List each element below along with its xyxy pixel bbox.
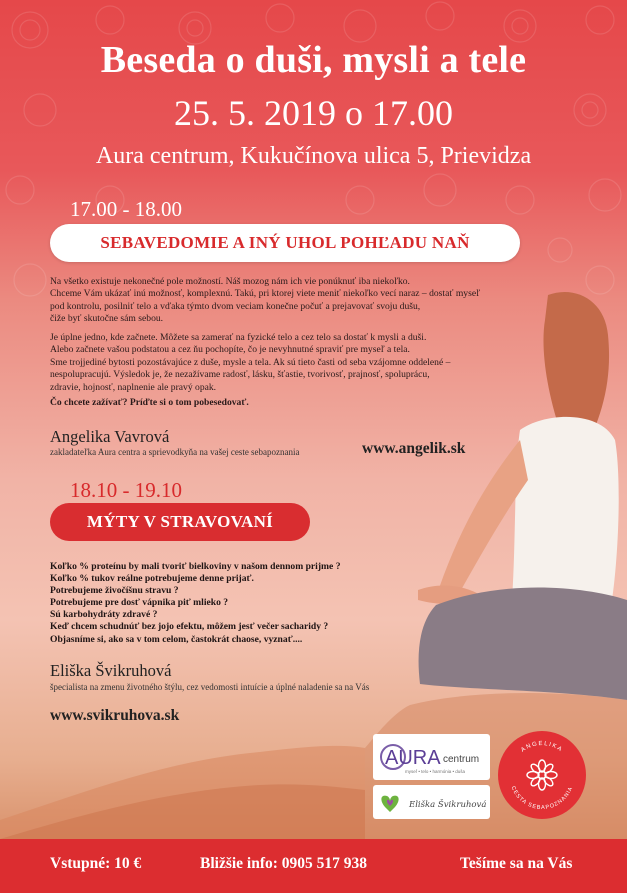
- contact-info: Bližšie info: 0905 517 938: [200, 855, 368, 872]
- question-line: Potrebujeme živočíšnu stravu ?: [50, 585, 179, 597]
- session1-speaker-role: zakladateľka Aura centra a sprievodkyňa na vašej ceste sebapoznania: [50, 447, 300, 457]
- aura-logo-tagline: myseľ • telo • harmónia • duša: [405, 769, 466, 774]
- svg-text:ANGELIKA: [520, 741, 563, 754]
- question-line: Koľko % tukov reálne potrebujeme denne prijať.: [50, 573, 254, 585]
- angelika-badge-graphic: [498, 731, 586, 819]
- session2-time: 18.10 - 19.10: [70, 478, 182, 502]
- badge-bottom-text: CESTA SEBAPOZNANIA: [509, 785, 575, 812]
- entry-price: Vstupné: 10 €: [50, 855, 142, 872]
- svikruhova-logo: [373, 785, 490, 819]
- question-line: Objasníme si, ako sa v tom celom, častokrát chaose, vyznať....: [50, 633, 303, 645]
- aura-logo-sub: centrum: [443, 754, 480, 765]
- session1-speaker-name: Angelika Vavrová: [50, 427, 170, 446]
- question-line: Koľko % proteínu by mali tvoriť bielkoviny v našom dennom prijme ?: [50, 561, 341, 572]
- question-line: Sú karbohydráty zdravé ?: [50, 609, 158, 621]
- session2-speaker-role: špecialista na zmenu životného štýlu, cez vedomosti intuície a úplné naladenie sa na Vás: [50, 682, 370, 692]
- badge-top-text: ANGELIKA: [520, 740, 564, 754]
- text-line: Sme trojjediné bytosti pozostávajúce z duše, mysle a tela. Ak sú tieto časti od seba vzájomne oddelené –: [50, 356, 451, 368]
- signature-text: Eliška Švikruhová: [409, 800, 487, 810]
- text-line: nespolupracujú. Výsledok je, že nezažívame radosť, lásku, šťastie, tvorivosť, prajnosť, spoluprácu,: [50, 369, 430, 381]
- question-line: Potrebujeme pre dosť vápnika piť mlieko ?: [50, 597, 229, 609]
- text-line: Chceme Vám ukázať inú možnosť, komplexnú. Takú, pri ktorej viete meniť niekoľko vecí naraz – dostať myseľ: [50, 288, 480, 300]
- session2-website-link[interactable]: www.svikruhova.sk: [50, 707, 180, 724]
- text-line: Na všetko existuje nekonečné pole možností. Náš mozog nám ich vie ponúknuť iba niekoľko.: [50, 276, 410, 287]
- session1-topic-banner: SEBAVEDOMIE A INÝ UHOL POHĽADU NAŇ: [50, 224, 520, 262]
- question-line: Keď chcem schudnúť bez jojo efektu, môžem jesť večer sacharidy ?: [50, 621, 329, 633]
- session2-topic-banner: MÝTY V STRAVOVANÍ: [50, 503, 310, 541]
- text-line: zdravie, hojnosť, naplnenie ale pravý opak.: [50, 381, 217, 393]
- angelika-badge-logo: [498, 731, 586, 819]
- text-line: Je úplne jedno, kde začnete. Môžete sa zamerať na fyzické telo a cez telo sa dostať k mysli a duši.: [50, 332, 427, 343]
- aura-centrum-logo: [373, 734, 490, 780]
- session1-call-to-action: Čo chcete zažívať? Príďte si o tom pobesedovať.: [50, 397, 249, 408]
- session2-speaker-name: Eliška Švikruhová: [50, 661, 172, 680]
- session2-questions: [50, 561, 341, 646]
- text-line: Alebo začnete vašou podstatou a cez ňu pochopíte, čo je nevyhnutné spraviť pre myseľ a tela.: [50, 344, 410, 356]
- aura-logo-text: AURA: [385, 747, 441, 769]
- aura-logo-graphic: [373, 734, 490, 780]
- session1-website-link[interactable]: www.angelik.sk: [362, 440, 466, 457]
- text-line: pod kontrolu, posilniť telo a vďaka týmto dvom veciam konečne počuť a prejavovať svoju dušu,: [50, 300, 421, 312]
- svikruhova-logo-graphic: [373, 785, 490, 819]
- event-title: Beseda o duši, mysli a tele: [100, 39, 527, 81]
- session1-time: 17.00 - 18.00: [70, 197, 182, 221]
- event-venue: Aura centrum, Kukučínova ulica 5, Prievidza: [95, 143, 532, 169]
- mandala-flower-icon: [527, 760, 557, 790]
- event-datetime: 25. 5. 2019 o 17.00: [174, 93, 453, 133]
- session1-paragraph-1: [50, 276, 480, 326]
- session1-paragraph-2: [50, 332, 450, 394]
- closing-text: Tešíme sa na Vás: [460, 855, 573, 872]
- text-line: čiže byť skutočne sám sebou.: [50, 313, 164, 325]
